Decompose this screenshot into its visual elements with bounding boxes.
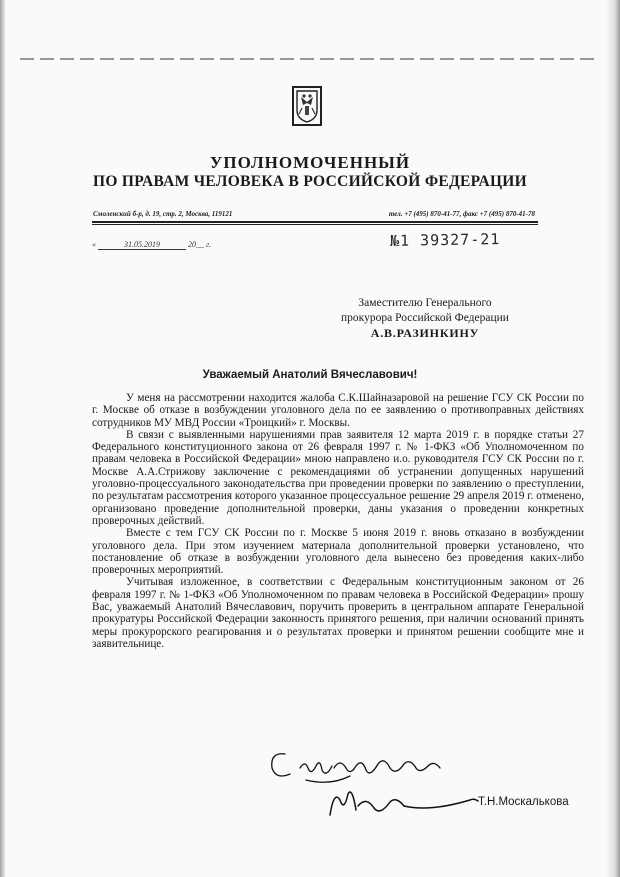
addressee-line1: Заместителю Генерального — [358, 297, 492, 309]
addressee-block — [300, 296, 550, 341]
registration-number: №1 39327-21 — [389, 230, 501, 250]
paragraph: У меня на рассмотрении находится жалоба С.К.Шайназаровой на решение ГСУ СК России по г. Москве об отказе в возбуждении уголовного дела по ее заявлению о противоправных действиях сотрудников МУ МВД России «Троицкий» г. Москвы. — [92, 392, 584, 429]
signer-name: Т.Н.Москалькова — [478, 796, 569, 808]
org-title-line2: ПО ПРАВАМ ЧЕЛОВЕКА В РОССИЙСКОЙ ФЕДЕРАЦИИ — [92, 173, 528, 190]
paragraph: Учитывая изложенное, в соответствии с Федеральным конституционным законом от 26 февраля 1997 г. № 1-ФКЗ «Об Уполномоченном по правам человека в Российской Федерации» прошу Вас, уважаемый Анатолий Вячеславович, поручить проверить в центральном аппарате Генеральной прокуратуры Российской Федерации законность принятого решения, при наличии оснований принять меры прокурорского реагирования и о результатах проверки и принятом решении сообщите мне и заявительнице. — [92, 576, 584, 650]
paragraph: В связи с выявленными нарушениями прав заявителя 12 марта 2019 г. в порядке статьи 27 Федерального конституционного закона от 26 февраля 1997 г. № 1-ФКЗ «Об Уполномоченном по правам человека в Российской Федерации» мною направлено и.о. руководителя ГСУ СК России по г. Москве А.А.Стрижову заключение с рекомендациями об устранении допущенных нарушений уголовно-процессуального законодательства при проведении проверки по заявлению о преступлении, по результатам рассмотрения которого указанное процессуальное решение 29 апреля 2019 г. отменено, организовано проведение дополнительной проверки, даны указания о проведении конкретных проверочных действий. — [92, 428, 584, 527]
greeting: Уважаемый Анатолий Вячеславович! — [202, 369, 418, 381]
scan-shadow — [606, 0, 620, 877]
letterhead-divider — [92, 221, 538, 223]
coat-of-arms-icon — [292, 86, 322, 126]
signature — [330, 792, 478, 815]
letterhead-divider-thin — [92, 224, 538, 225]
contact-line — [93, 210, 535, 218]
letter-body — [92, 392, 584, 650]
address: Смоленский б-р, д. 19, стр. 2, Москва, 119121 — [93, 210, 233, 218]
date-value: 31.05.2019 — [98, 240, 186, 250]
scan-edge — [20, 58, 600, 60]
paragraph: Вместе с тем ГСУ СК России по г. Москве 5 июня 2019 г. вновь отказано в возбуждении уголовного дела. При этом изучением материала дополнительной проверки установлено, что постановление об отказе в возбуждении уголовного дела вынесено без проведения каких-либо проверочных мероприятий. — [92, 527, 584, 577]
addressee-line2: прокурора Российской Федерации — [341, 312, 509, 324]
date-line — [92, 240, 211, 250]
date-suffix: 20__ г. — [188, 240, 212, 249]
date-prefix: « — [92, 240, 96, 249]
handwritten-closing — [272, 754, 440, 782]
org-title-line1: УПОЛНОМОЧЕННЫЙ — [209, 153, 411, 172]
addressee-name: А.В.РАЗИНКИНУ — [370, 326, 480, 340]
phone-fax: тел. +7 (495) 870-41-77, факс +7 (495) 870-41-78 — [388, 210, 535, 218]
